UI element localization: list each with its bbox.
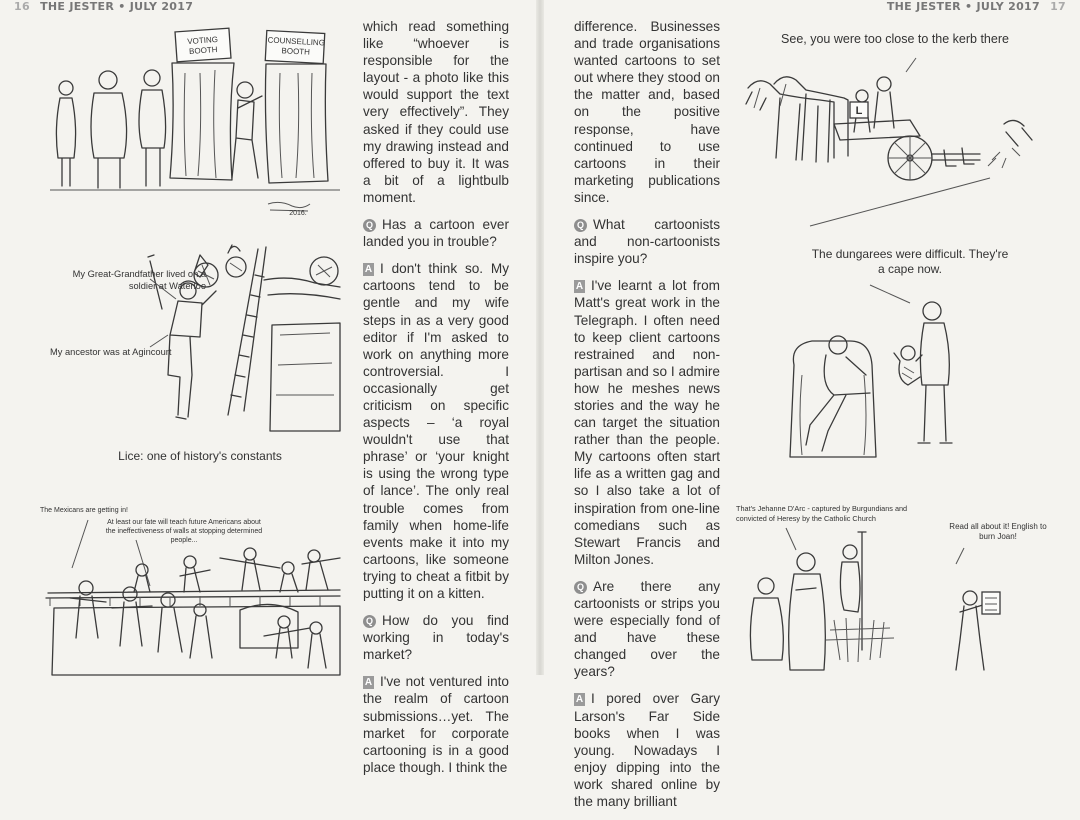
cartoon-kerb (730, 28, 1050, 233)
question-marker: Q (574, 581, 587, 594)
question-5 (574, 578, 720, 681)
right-running-title: THE JESTER • JULY 2017 (886, 0, 1040, 13)
booth-sign-counselling: COUNSELLING BOOTH (267, 35, 326, 57)
booths-signature: 2016. (289, 210, 307, 217)
question-2 (363, 216, 509, 250)
wall-speech-left: The Mexicans are getting in! (40, 507, 128, 514)
answer-2 (363, 260, 509, 602)
article-column-2 (574, 18, 720, 820)
cartoon-booths (40, 18, 340, 228)
left-page-number: 16 (14, 0, 30, 13)
dungarees-caption: The dungarees were difficult. They're a cape now. (811, 247, 1009, 276)
kerb-caption: See, you were too close to the kerb there (781, 32, 1009, 46)
article-column-1 (363, 18, 509, 786)
answer-text: I've not ventured into the realm of cartoon submissions…yet. The market for corporate cartooning is in a good place though. I think the (363, 674, 509, 775)
waterloo-label-bottom: My ancestor was at Agincourt (50, 347, 172, 357)
booth-sign-voting: VOTING BOOTH (186, 34, 219, 56)
left-running-title: THE JESTER • JULY 2017 (40, 0, 194, 13)
answer-marker: A (364, 264, 373, 276)
question-marker: Q (363, 219, 376, 232)
article-paragraph: difference. Businesses and trade organisations wanted cartoons to set out where they stood on the matter and, based on the positive response, have continued to use cartoons in their marketing publications since. (574, 19, 720, 205)
cartoon-waterloo (40, 235, 340, 470)
answer-text: I don't think so. My cartoons tend to be gentle and my wife steps in as a very good editor if I'm asked to work on anything more controversial. I occasionally get criticism on specific aspects – ‘a royal wouldn't use that phrase’ or ‘your knight is using the wrong type of lance’. The only real trouble comes from family when home-life events make it into my cartoons, like someone trying to cheat a fitbit by putting it on a kitten. (363, 261, 509, 601)
cartoon-wall (40, 498, 340, 675)
answer-4 (574, 277, 720, 568)
right-page-number: 17 (1050, 0, 1066, 13)
question-text: Are there any cartoonists or strips you were especially fond of and have these changed over the years? (574, 578, 720, 680)
left-page (0, 0, 540, 775)
answer-3 (363, 673, 509, 776)
answer-marker: A (575, 694, 584, 706)
left-page-header (8, 0, 193, 13)
waterloo-caption: Lice: one of history's constants (118, 449, 282, 463)
answer-text: I pored over Gary Larson's Far Side books when I was young. Nowadays I enjoy dipping into the work shared online by the many brilliant (574, 691, 720, 810)
waterloo-drawing (40, 235, 340, 435)
joan-drawing (730, 500, 1050, 675)
question-text: Has a cartoon ever landed you in trouble? (363, 217, 509, 250)
joan-speech-left: That's Jehanne D'Arc - captured by Burgundians and convicted of Heresy by the Catholic Church (736, 504, 908, 523)
answer-text: I've learnt a lot from Matt's great work in the Telegraph. I often need to keep client cartoons restrained and non-partisan and so I admire how he meshes news stories and the way he can target the situation rather than the people. My cartoons often start life as a written gag and so I also take a lot of inspiration from one-line comedians such as Stewart Francis and Milton Jones. (574, 278, 720, 567)
answer-5 (574, 690, 720, 810)
answer-marker: A (575, 281, 584, 293)
dungarees-drawing (750, 245, 1050, 470)
question-3 (363, 612, 509, 663)
right-page-header (887, 0, 1072, 13)
kerb-drawing (730, 28, 1050, 233)
cartoon-dungarees (750, 245, 1050, 470)
joan-speech-right: Read all about it! English to burn Joan! (949, 522, 1047, 541)
question-4 (574, 216, 720, 267)
question-text: What cartoonists and non-cartoonists inspire you? (574, 217, 720, 267)
cartoon-joan (730, 500, 1050, 675)
l-plate: L (855, 105, 863, 117)
question-text: How do you find working in today's market? (363, 613, 509, 663)
wall-speech-right: At least our fate will teach future Americans about the ineffectiveness of walls at stopping determined people... (105, 519, 263, 544)
question-marker: Q (574, 219, 587, 232)
question-marker: Q (363, 615, 376, 628)
article-paragraph: which read something like “whoever is responsible for the layout - a photo like this would support the text very effectively”. They asked if they could use my drawing instead and offered to buy it. It was a bit of a lightbulb moment. (363, 19, 509, 205)
right-page (540, 0, 1080, 810)
answer-marker: A (364, 677, 373, 689)
waterloo-label-top: My Great-Grandfather lived on a soldier at Waterloo (72, 269, 206, 291)
